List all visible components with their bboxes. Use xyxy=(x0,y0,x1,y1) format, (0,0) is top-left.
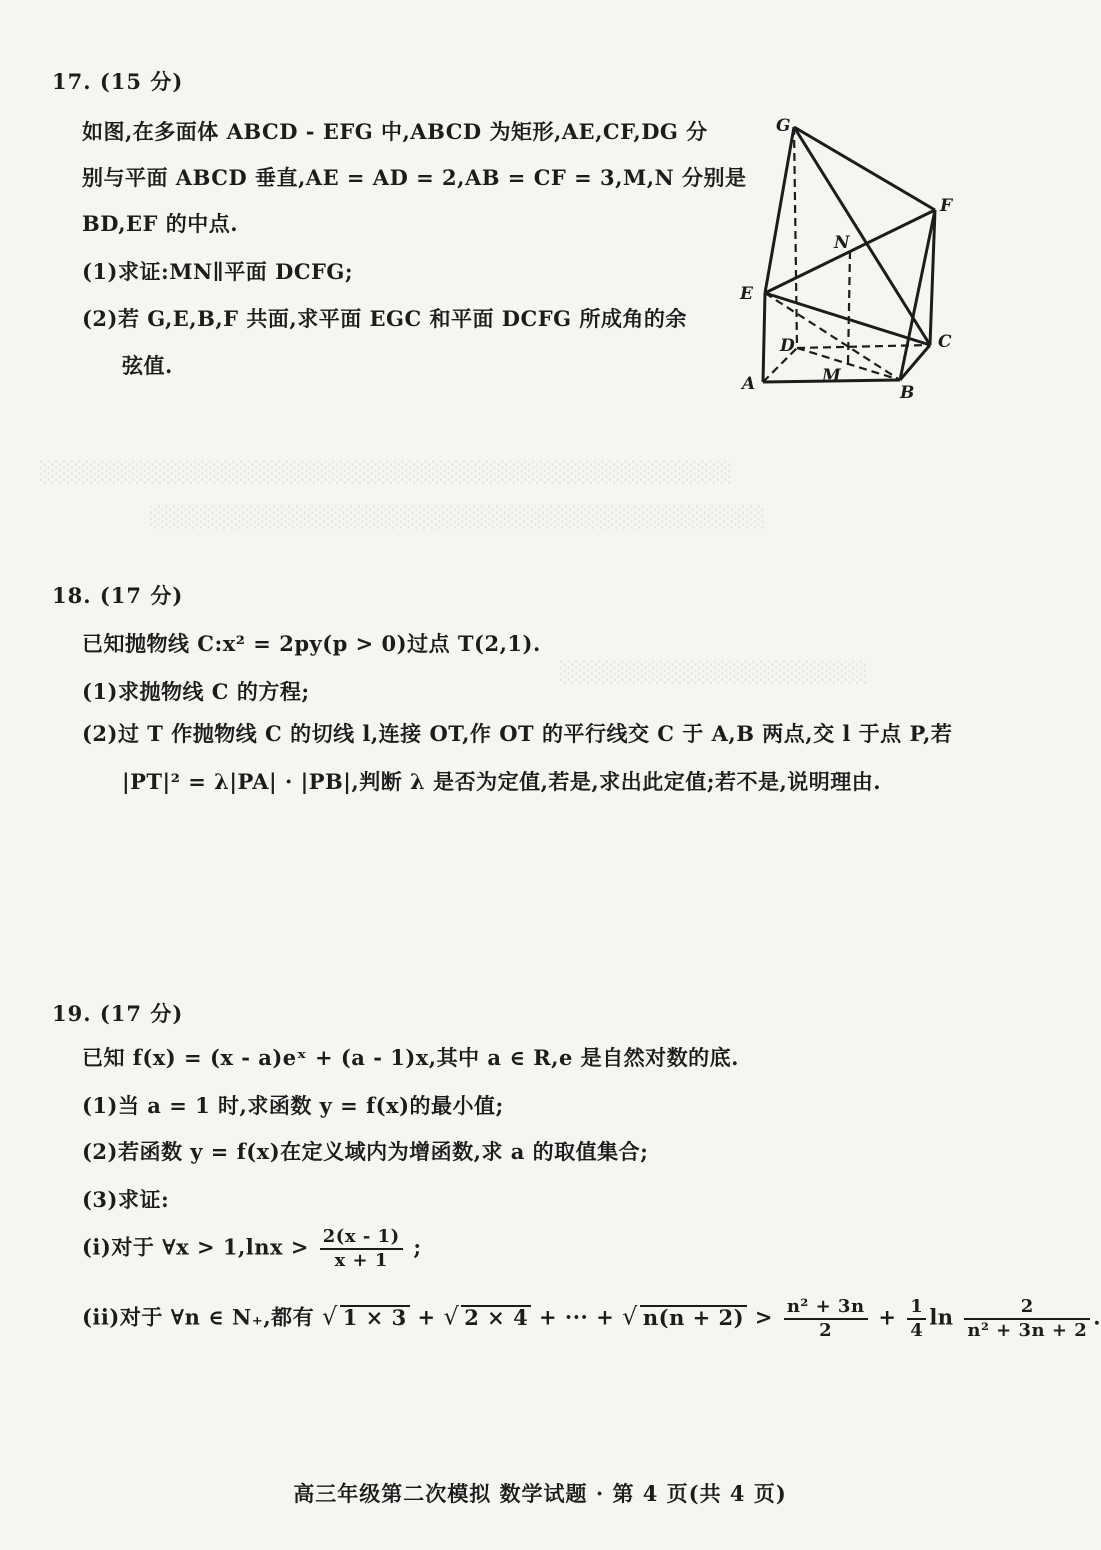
q19-ii-ln: ln xyxy=(929,1304,954,1330)
sqrt-symbol: √ xyxy=(622,1302,638,1331)
q18-part-1: (1)求抛物线 C 的方程; xyxy=(82,679,310,704)
q19-ii-fraction-1 xyxy=(784,1296,868,1342)
q19-i-prefix: (i)对于 ∀x > 1,lnx > xyxy=(82,1234,309,1260)
label-B: B xyxy=(900,383,915,403)
q18-heading: 18. (17 分) xyxy=(52,583,184,608)
q18-part-2-line-1: (2)过 T 作抛物线 C 的切线 l,连接 OT,作 OT 的平行线交 C 于 A,B 两点,交 l 于点 P,若 xyxy=(82,721,953,746)
q18-part-2-line-2: |PT|² = λ|PA| · |PB|,判断 λ 是否为定值,若是,求出此定值;若不是,说明理由. xyxy=(122,769,882,794)
q19-ii-end: . xyxy=(1093,1304,1101,1330)
q19-ii-f2-numerator: 1 xyxy=(907,1296,926,1320)
bleed-through-text: ░░░░░░░░░░░░░░░░░░░░░░░░░░░░░░░░░░░░░░░░░░░░░ xyxy=(40,460,733,484)
label-N: N xyxy=(834,233,850,253)
q19-heading: 19. (17 分) xyxy=(52,1001,184,1026)
q19-ii-f3-denominator: n² + 3n + 2 xyxy=(967,1320,1088,1341)
q19-part-3-i xyxy=(82,1226,422,1272)
q19-ii-f3-numerator: 2 xyxy=(964,1296,1090,1320)
label-M: M xyxy=(822,366,841,386)
q19-part-3-ii xyxy=(82,1296,1101,1342)
q19-ii-sqrt-3: n(n + 2) xyxy=(640,1305,747,1329)
label-A: A xyxy=(742,374,756,394)
q19-ii-ellipsis: + ··· + xyxy=(539,1304,623,1330)
q18-stem: 已知抛物线 C:x² = 2py(p > 0)过点 T(2,1). xyxy=(82,631,541,656)
q19-i-end: ; xyxy=(413,1234,422,1260)
q17-stem-line-1: 如图,在多面体 ABCD - EFG 中,ABCD 为矩形,AE,CF,DG 分 xyxy=(82,119,708,144)
sqrt-symbol: √ xyxy=(321,1302,338,1331)
q17-heading: 17. (15 分) xyxy=(52,69,184,94)
q19-ii-sqrt-2: 2 × 4 xyxy=(461,1305,531,1329)
q17-part-1: (1)求证:MN∥平面 DCFG; xyxy=(82,259,354,284)
q19-ii-plus-2: + xyxy=(878,1304,897,1330)
q19-ii-f2-denominator: 4 xyxy=(910,1320,924,1341)
q19-ii-plus-1: + xyxy=(417,1304,444,1330)
label-E: E xyxy=(740,284,753,304)
q19-ii-greater: > xyxy=(754,1304,774,1330)
q17-part-2-line-2: 弦值. xyxy=(122,353,173,378)
q19-stem: 已知 f(x) = (x - a)eˣ + (a - 1)x,其中 a ∈ R,e 是自然对数的底. xyxy=(82,1045,739,1070)
sqrt-symbol: √ xyxy=(443,1302,460,1331)
q19-ii-sqrt-1: 1 × 3 xyxy=(340,1305,410,1329)
q19-i-numerator: 2(x - 1) xyxy=(320,1226,403,1250)
q19-ii-prefix: (ii)对于 ∀n ∈ N₊,都有 xyxy=(82,1304,315,1330)
q17-stem-line-2: 别与平面 ABCD 垂直,AE = AD = 2,AB = CF = 3,M,N 分别是 xyxy=(82,165,747,190)
label-C: C xyxy=(938,332,952,352)
q19-i-denominator: x + 1 xyxy=(334,1250,388,1271)
q17-part-2-line-1: (2)若 G,E,B,F 共面,求平面 EGC 和平面 DCFG 所成角的余 xyxy=(82,306,687,331)
q19-part-2: (2)若函数 y = f(x)在定义域内为增函数,求 a 的取值集合; xyxy=(82,1139,649,1164)
q19-i-fraction xyxy=(320,1226,403,1272)
label-G: G xyxy=(776,116,791,136)
label-F: F xyxy=(940,196,953,216)
q19-ii-f1-numerator: n² + 3n xyxy=(784,1296,868,1320)
q17-stem-line-3: BD,EF 的中点. xyxy=(82,211,239,236)
q19-ii-fraction-2 xyxy=(907,1296,926,1342)
bleed-through-text: ░░░░░░░░░░░░░░░░░░░░ xyxy=(560,660,868,684)
q19-ii-fraction-3 xyxy=(964,1296,1090,1342)
polyhedron-figure xyxy=(730,105,970,405)
bleed-through-text: ░░░░░░░░░░░░░░░░░░░░░░░░░░░░░░░░░░░░░░░░ xyxy=(150,505,766,529)
q19-part-1: (1)当 a = 1 时,求函数 y = f(x)的最小值; xyxy=(82,1093,504,1118)
q19-ii-f1-denominator: 2 xyxy=(819,1320,833,1341)
label-D: D xyxy=(780,336,795,356)
page-footer: 高三年级第二次模拟 数学试题 · 第 4 页(共 4 页) xyxy=(293,1481,787,1506)
q19-part-3: (3)求证: xyxy=(82,1187,170,1212)
